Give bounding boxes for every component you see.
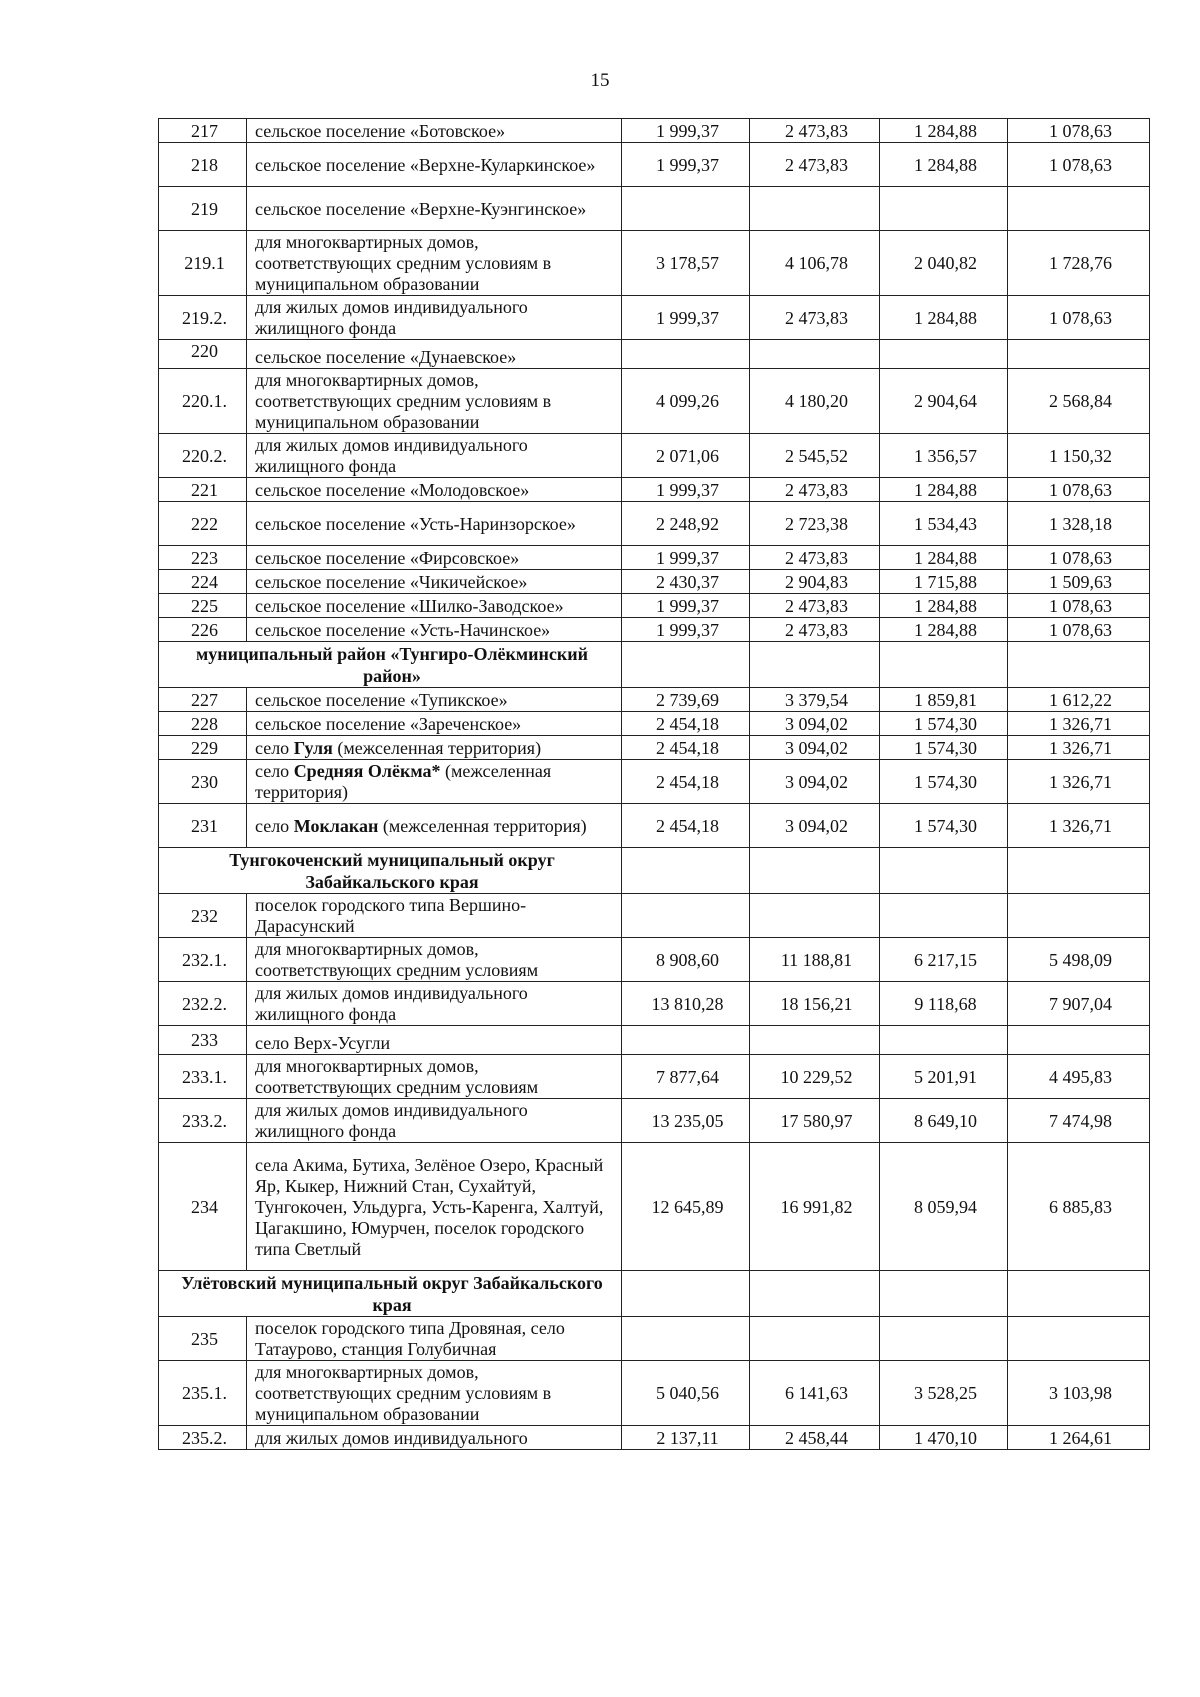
value-cell-3: 6 217,15 [880, 938, 1008, 982]
row-name: для жилых домов индивидуального [247, 1426, 622, 1450]
value-cell-4: 3 103,98 [1008, 1361, 1150, 1426]
value-cell-3: 1 859,81 [880, 688, 1008, 712]
row-number: 233.1. [159, 1055, 247, 1099]
row-name: село Гуля (межселенная территория) [247, 736, 622, 760]
empty-cell [622, 1271, 750, 1317]
empty-cell [1008, 848, 1150, 894]
row-name: село Средняя Олёкма* (межселенная территория) [247, 760, 622, 804]
table-row [159, 434, 1150, 478]
value-cell-2: 10 229,52 [750, 1055, 880, 1099]
value-cell-2: 18 156,21 [750, 982, 880, 1026]
value-cell-2: 4 106,78 [750, 231, 880, 296]
value-cell-1: 1 999,37 [622, 119, 750, 143]
value-cell-2: 2 473,83 [750, 594, 880, 618]
value-cell-4 [1008, 187, 1150, 231]
value-cell-2: 2 458,44 [750, 1426, 880, 1450]
row-name: сельское поселение «Тупикское» [247, 688, 622, 712]
row-name: для жилых домов индивидуального жилищного фонда [247, 434, 622, 478]
value-cell-2: 2 904,83 [750, 570, 880, 594]
value-cell-4: 5 498,09 [1008, 938, 1150, 982]
value-cell-1: 1 999,37 [622, 296, 750, 340]
value-cell-4: 1 328,18 [1008, 502, 1150, 546]
row-name: сельское поселение «Дунаевское» [247, 340, 622, 369]
value-cell-1: 1 999,37 [622, 618, 750, 642]
value-cell-4: 1 326,71 [1008, 804, 1150, 848]
section-row [159, 642, 1150, 688]
value-cell-4: 1 326,71 [1008, 736, 1150, 760]
table-row [159, 1099, 1150, 1143]
value-cell-1: 2 248,92 [622, 502, 750, 546]
row-number: 232.2. [159, 982, 247, 1026]
value-cell-3 [880, 340, 1008, 369]
row-name: для многоквартирных домов, соответствующих средним условиям [247, 938, 622, 982]
table-row [159, 938, 1150, 982]
value-cell-1: 13 235,05 [622, 1099, 750, 1143]
value-cell-4: 1 078,63 [1008, 143, 1150, 187]
page-number: 15 [590, 70, 610, 91]
value-cell-4: 1 509,63 [1008, 570, 1150, 594]
locality-name: Гуля [293, 737, 333, 758]
value-cell-3: 3 528,25 [880, 1361, 1008, 1426]
value-cell-4: 1 078,63 [1008, 478, 1150, 502]
value-cell-3: 1 574,30 [880, 736, 1008, 760]
row-number: 235 [159, 1317, 247, 1361]
value-cell-2 [750, 187, 880, 231]
row-number: 233 [159, 1026, 247, 1055]
value-cell-3: 1 284,88 [880, 546, 1008, 570]
table-row [159, 982, 1150, 1026]
value-cell-2: 2 473,83 [750, 546, 880, 570]
value-cell-2 [750, 340, 880, 369]
table-row [159, 546, 1150, 570]
value-cell-4: 1 264,61 [1008, 1426, 1150, 1450]
value-cell-3 [880, 1026, 1008, 1055]
value-cell-1: 2 454,18 [622, 760, 750, 804]
value-cell-4: 4 495,83 [1008, 1055, 1150, 1099]
row-number: 234 [159, 1143, 247, 1271]
section-row [159, 1271, 1150, 1317]
empty-cell [1008, 1271, 1150, 1317]
value-cell-4: 1 326,71 [1008, 712, 1150, 736]
section-title: муниципальный район «Тунгиро-Олёкминский район» [159, 642, 622, 688]
value-cell-3: 1 715,88 [880, 570, 1008, 594]
value-cell-3: 2 040,82 [880, 231, 1008, 296]
value-cell-1 [622, 340, 750, 369]
value-cell-2: 2 545,52 [750, 434, 880, 478]
table-row [159, 760, 1150, 804]
value-cell-2: 3 094,02 [750, 760, 880, 804]
table-row [159, 143, 1150, 187]
value-cell-4: 1 078,63 [1008, 119, 1150, 143]
value-cell-3: 5 201,91 [880, 1055, 1008, 1099]
row-number: 219.2. [159, 296, 247, 340]
value-cell-2 [750, 1026, 880, 1055]
row-name: сельское поселение «Чикичейское» [247, 570, 622, 594]
row-number: 220.2. [159, 434, 247, 478]
row-number: 235.2. [159, 1426, 247, 1450]
value-cell-1: 13 810,28 [622, 982, 750, 1026]
value-cell-2: 17 580,97 [750, 1099, 880, 1143]
table-row [159, 712, 1150, 736]
value-cell-3: 1 470,10 [880, 1426, 1008, 1450]
row-name: сельское поселение «Усть-Начинское» [247, 618, 622, 642]
row-number: 228 [159, 712, 247, 736]
value-cell-4: 1 078,63 [1008, 618, 1150, 642]
empty-cell [622, 642, 750, 688]
value-cell-3: 9 118,68 [880, 982, 1008, 1026]
value-cell-1: 1 999,37 [622, 594, 750, 618]
row-number: 226 [159, 618, 247, 642]
table-row [159, 502, 1150, 546]
value-cell-2: 2 473,83 [750, 143, 880, 187]
value-cell-3 [880, 187, 1008, 231]
row-number: 222 [159, 502, 247, 546]
value-cell-1: 3 178,57 [622, 231, 750, 296]
table-row [159, 119, 1150, 143]
empty-cell [1008, 642, 1150, 688]
empty-cell [750, 642, 880, 688]
table-row [159, 594, 1150, 618]
row-name: сельское поселение «Ботовское» [247, 119, 622, 143]
empty-cell [880, 642, 1008, 688]
row-name: село Моклакан (межселенная территория) [247, 804, 622, 848]
row-number: 227 [159, 688, 247, 712]
row-name: сельское поселение «Шилко-Заводское» [247, 594, 622, 618]
value-cell-4: 6 885,83 [1008, 1143, 1150, 1271]
value-cell-4: 1 612,22 [1008, 688, 1150, 712]
row-number: 229 [159, 736, 247, 760]
table-row [159, 1317, 1150, 1361]
row-name: сельское поселение «Верхне-Куэнгинское» [247, 187, 622, 231]
row-number: 235.1. [159, 1361, 247, 1426]
value-cell-1 [622, 894, 750, 938]
row-name: сельское поселение «Фирсовское» [247, 546, 622, 570]
row-number: 225 [159, 594, 247, 618]
row-number: 219 [159, 187, 247, 231]
value-cell-2: 16 991,82 [750, 1143, 880, 1271]
value-cell-1: 2 454,18 [622, 736, 750, 760]
row-number: 230 [159, 760, 247, 804]
value-cell-2: 2 473,83 [750, 478, 880, 502]
table-row [159, 340, 1150, 369]
value-cell-2: 3 379,54 [750, 688, 880, 712]
empty-cell [880, 1271, 1008, 1317]
value-cell-4: 7 474,98 [1008, 1099, 1150, 1143]
value-cell-4: 1 728,76 [1008, 231, 1150, 296]
row-name: для жилых домов индивидуального жилищного фонда [247, 1099, 622, 1143]
value-cell-1: 1 999,37 [622, 546, 750, 570]
value-cell-4 [1008, 340, 1150, 369]
table-row [159, 1426, 1150, 1450]
value-cell-3: 8 059,94 [880, 1143, 1008, 1271]
value-cell-3: 1 284,88 [880, 594, 1008, 618]
value-cell-2: 2 473,83 [750, 618, 880, 642]
table-row [159, 369, 1150, 434]
value-cell-1: 2 137,11 [622, 1426, 750, 1450]
row-name: сельское поселение «Молодовское» [247, 478, 622, 502]
row-name: для многоквартирных домов, соответствующих средним условиям в муниципальном образовании [247, 1361, 622, 1426]
value-cell-4: 7 907,04 [1008, 982, 1150, 1026]
table-row [159, 618, 1150, 642]
value-cell-1: 5 040,56 [622, 1361, 750, 1426]
table-row [159, 478, 1150, 502]
value-cell-4: 1 078,63 [1008, 594, 1150, 618]
empty-cell [750, 848, 880, 894]
value-cell-3 [880, 1317, 1008, 1361]
table-row [159, 296, 1150, 340]
value-cell-1: 1 999,37 [622, 478, 750, 502]
row-name: сельское поселение «Усть-Наринзорское» [247, 502, 622, 546]
value-cell-1: 2 454,18 [622, 712, 750, 736]
table-row [159, 1026, 1150, 1055]
row-name: поселок городского типа Вершино-Дарасунский [247, 894, 622, 938]
row-number: 220.1. [159, 369, 247, 434]
table-row [159, 1143, 1150, 1271]
value-cell-4: 1 326,71 [1008, 760, 1150, 804]
value-cell-1: 2 430,37 [622, 570, 750, 594]
value-cell-4: 1 150,32 [1008, 434, 1150, 478]
value-cell-4: 1 078,63 [1008, 546, 1150, 570]
table-row [159, 804, 1150, 848]
table-row [159, 187, 1150, 231]
value-cell-3: 1 356,57 [880, 434, 1008, 478]
row-name: для жилых домов индивидуального жилищного фонда [247, 982, 622, 1026]
row-name: для многоквартирных домов, соответствующих средним условиям в муниципальном образовании [247, 231, 622, 296]
value-cell-4 [1008, 1026, 1150, 1055]
value-cell-2: 2 723,38 [750, 502, 880, 546]
section-title: Тунгокоченский муниципальный округ Забайкальского края [159, 848, 622, 894]
row-number: 220 [159, 340, 247, 369]
value-cell-2: 2 473,83 [750, 119, 880, 143]
value-cell-1: 2 454,18 [622, 804, 750, 848]
row-name: для многоквартирных домов, соответствующих средним условиям в муниципальном образовании [247, 369, 622, 434]
empty-cell [750, 1271, 880, 1317]
value-cell-3: 1 534,43 [880, 502, 1008, 546]
row-name: сельское поселение «Верхне-Куларкинское» [247, 143, 622, 187]
locality-name: Моклакан [293, 815, 379, 836]
value-cell-3: 1 574,30 [880, 804, 1008, 848]
value-cell-4: 1 078,63 [1008, 296, 1150, 340]
row-number: 232 [159, 894, 247, 938]
row-name: для многоквартирных домов, соответствующих средним условиям [247, 1055, 622, 1099]
value-cell-1: 2 071,06 [622, 434, 750, 478]
row-number: 218 [159, 143, 247, 187]
value-cell-2: 6 141,63 [750, 1361, 880, 1426]
empty-cell [622, 848, 750, 894]
row-number: 232.1. [159, 938, 247, 982]
value-cell-1 [622, 1317, 750, 1361]
row-number: 233.2. [159, 1099, 247, 1143]
value-cell-3: 1 284,88 [880, 618, 1008, 642]
value-cell-3: 1 284,88 [880, 119, 1008, 143]
row-number: 223 [159, 546, 247, 570]
value-cell-3 [880, 894, 1008, 938]
value-cell-1: 4 099,26 [622, 369, 750, 434]
value-cell-2: 2 473,83 [750, 296, 880, 340]
value-cell-1 [622, 1026, 750, 1055]
table-row [159, 570, 1150, 594]
value-cell-1: 1 999,37 [622, 143, 750, 187]
locality-name: Средняя Олёкма* [293, 761, 441, 781]
row-name: село Верх-Усугли [247, 1026, 622, 1055]
row-number: 231 [159, 804, 247, 848]
value-cell-1: 8 908,60 [622, 938, 750, 982]
table-row [159, 231, 1150, 296]
table-row [159, 1055, 1150, 1099]
table-row [159, 1361, 1150, 1426]
value-cell-1: 2 739,69 [622, 688, 750, 712]
empty-cell [880, 848, 1008, 894]
section-row [159, 848, 1150, 894]
section-title: Улётовский муниципальный округ Забайкальского края [159, 1271, 622, 1317]
value-cell-1 [622, 187, 750, 231]
row-name: сельское поселение «Зареченское» [247, 712, 622, 736]
value-cell-3: 1 574,30 [880, 760, 1008, 804]
value-cell-2: 3 094,02 [750, 712, 880, 736]
value-cell-3: 1 284,88 [880, 143, 1008, 187]
value-cell-1: 7 877,64 [622, 1055, 750, 1099]
row-number: 221 [159, 478, 247, 502]
value-cell-3: 8 649,10 [880, 1099, 1008, 1143]
row-name: села Акима, Бутиха, Зелёное Озеро, Красный Яр, Кыкер, Нижний Стан, Сухайтуй, Тунгокочен, Ульдурга, Усть-Каренга, Халтуй, Цагакшино, Юмурчен, поселок городского типа Светлый [247, 1143, 622, 1271]
row-number: 224 [159, 570, 247, 594]
row-number: 219.1 [159, 231, 247, 296]
value-cell-3: 1 284,88 [880, 478, 1008, 502]
value-cell-2: 11 188,81 [750, 938, 880, 982]
table-row [159, 736, 1150, 760]
value-cell-2: 3 094,02 [750, 804, 880, 848]
row-number: 217 [159, 119, 247, 143]
value-cell-4: 2 568,84 [1008, 369, 1150, 434]
value-cell-1: 12 645,89 [622, 1143, 750, 1271]
value-cell-2: 3 094,02 [750, 736, 880, 760]
value-cell-3: 1 574,30 [880, 712, 1008, 736]
row-name: для жилых домов индивидуального жилищного фонда [247, 296, 622, 340]
tariff-table [158, 118, 1150, 1450]
value-cell-3: 2 904,64 [880, 369, 1008, 434]
value-cell-4 [1008, 1317, 1150, 1361]
value-cell-2: 4 180,20 [750, 369, 880, 434]
value-cell-2 [750, 894, 880, 938]
table-row [159, 688, 1150, 712]
value-cell-3: 1 284,88 [880, 296, 1008, 340]
value-cell-2 [750, 1317, 880, 1361]
row-name: поселок городского типа Дровяная, село Татаурово, станция Голубичная [247, 1317, 622, 1361]
table-row [159, 894, 1150, 938]
value-cell-4 [1008, 894, 1150, 938]
